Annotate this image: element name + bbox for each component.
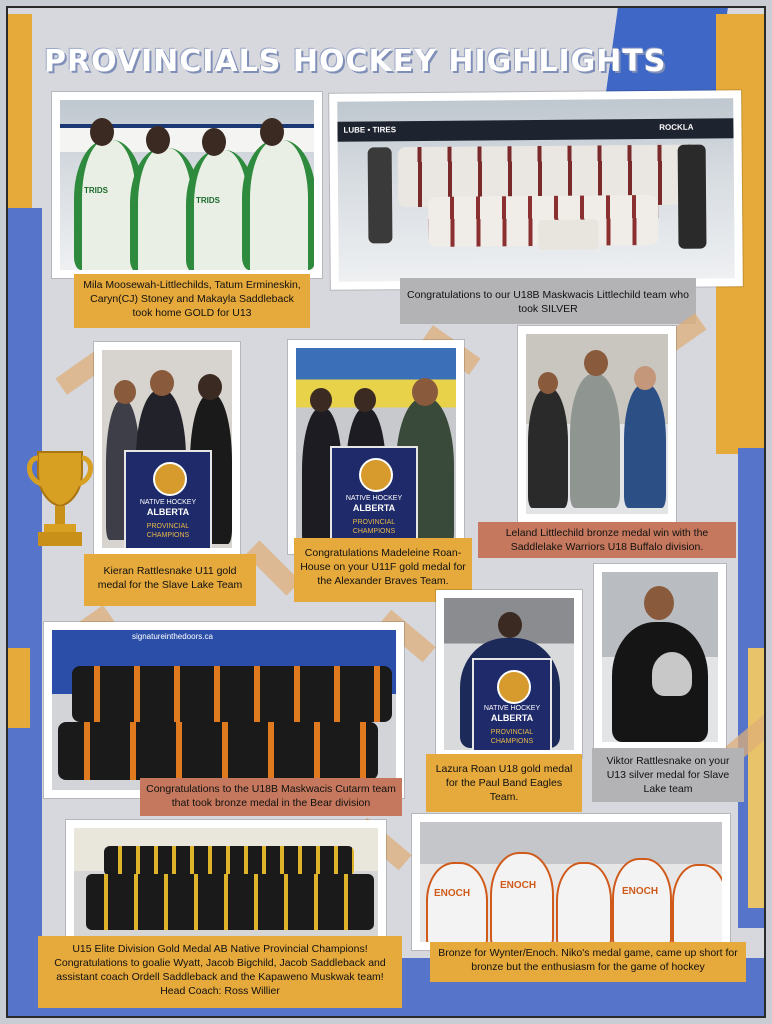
jersey-text: ENOCH [500,880,537,891]
caption-u15-elite: U15 Elite Division Gold Medal AB Native Provincial Champions! Congratulations to goalie Wyatt, Jacob Bigchild, Jacob Saddleback and assistant coach Ordell Saddleback and the Kapaweno Muskwak team! Head Coach: Ross Willier [38,936,402,1008]
jersey-logo [652,652,692,696]
player [612,858,672,942]
jersey-text: TRIDS [84,186,108,195]
board-ad: ROCKLA [659,122,694,132]
person [624,384,666,508]
photo-u13-gold [52,92,322,278]
trophy-icon [24,446,96,550]
champions-banner: NATIVE HOCKEY ALBERTA PROVINCIAL CHAMPIONS [124,450,212,548]
caption-leland: Leland Littlechild bronze medal win with the Saddlelake Warriors U18 Buffalo division. [478,522,736,558]
coach [368,147,393,243]
decor-strip [8,208,42,988]
photo-leland [518,326,676,522]
decor-strip [748,648,766,908]
team-group [72,666,392,722]
team-group [58,722,378,780]
caption-u18b-silver: Congratulations to our U18B Maskwacis Littlechild team who took SILVER [400,278,696,324]
decor-strip [6,14,32,234]
caption-madeleine: Congratulations Madeleine Roan-House on your U11F gold medal for the Alexander Braves Team. [294,538,472,602]
player [672,864,722,942]
photo-enoch [412,814,730,950]
goalie-pads [538,219,598,250]
board-ad: signatureinthedoors.ca [132,632,213,641]
page-title: PROVINCIALS HOCKEY HIGHLIGHTS [44,44,667,79]
player [556,862,612,942]
photo-u18b-silver [329,90,743,290]
player [426,862,488,942]
caption-cutarm: Congratulations to the U18B Maskwacis Cutarm team that took bronze medal in the Bear division [140,778,402,816]
poster-frame [6,6,766,1018]
caption-lazura: Lazura Roan U18 gold medal for the Paul Band Eagles Team. [426,754,582,812]
photo-kieran [94,342,240,556]
coach [678,145,707,249]
jersey-text: ENOCH [434,888,471,899]
photo-madeleine [288,340,464,554]
person [570,374,620,508]
team-group [86,874,374,930]
caption-viktor: Viktor Rattlesnake on your U13 silver medal for Slave Lake team [592,748,744,802]
photo-viktor [594,564,726,750]
jersey-text: TRIDS [196,196,220,205]
photo-lazura [436,590,582,758]
jersey-text: ENOCH [622,886,659,897]
champions-banner: NATIVE HOCKEY ALBERTA PROVINCIAL CHAMPIONS [330,446,418,546]
player [242,140,314,270]
photo-cutarm [44,622,404,798]
team-group [104,846,354,876]
caption-kieran: Kieran Rattlesnake U11 gold medal for the Slave Lake Team [84,554,256,606]
champions-banner: NATIVE HOCKEY ALBERTA PROVINCIAL CHAMPIONS [472,658,552,750]
person [528,388,568,508]
photo-u15-elite [66,820,386,944]
caption-u13-gold: Mila Moosewah-Littlechilds, Tatum Ermineskin, Caryn(CJ) Stoney and Makayla Saddleback took home GOLD for U13 [74,274,310,328]
player [490,852,554,942]
board-ad: LUBE • TIRES [343,125,397,135]
decor-strip [8,648,30,728]
caption-wynter: Bronze for Wynter/Enoch. Niko's medal game, came up short for bronze but the enthusiasm for the game of hockey [430,942,746,982]
